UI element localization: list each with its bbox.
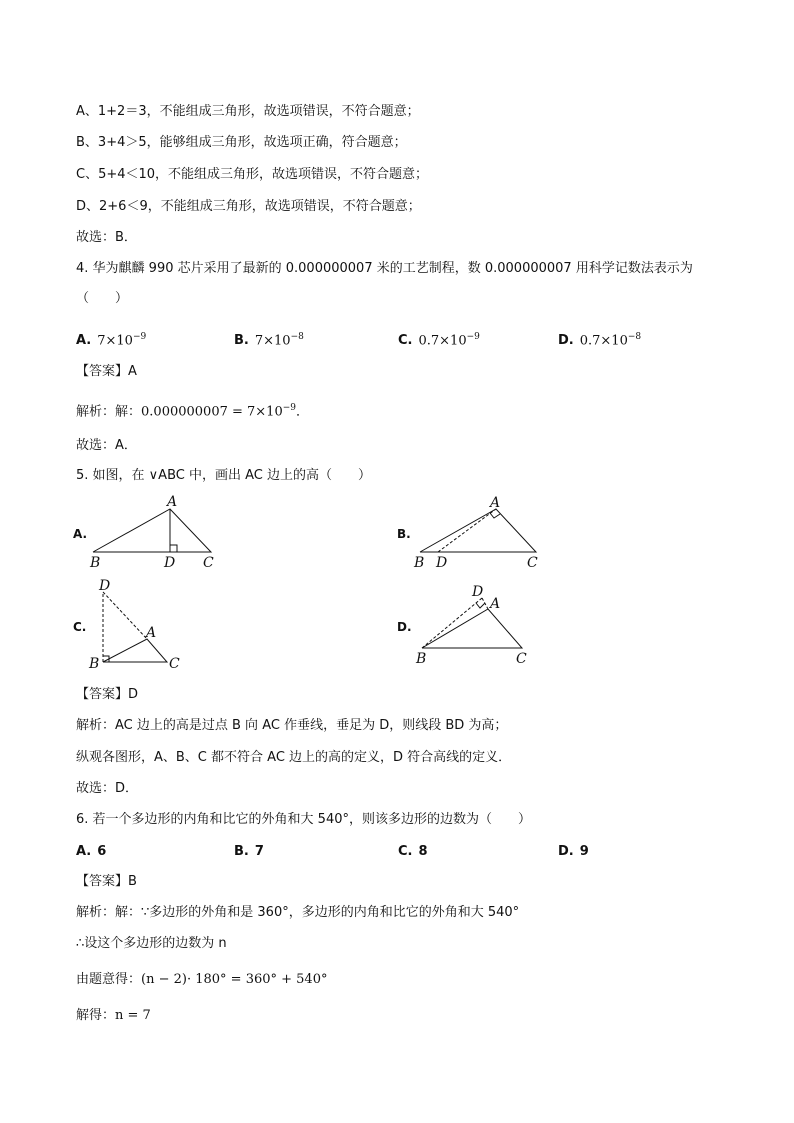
vertex-label-b: B xyxy=(416,651,427,667)
right-angle-mark xyxy=(490,513,500,518)
option-letter: D. xyxy=(558,333,574,349)
q3-explanation-a: A、1+2＝3，不能组成三角形，故选项错误，不符合题意； xyxy=(76,104,420,119)
right-angle-mark xyxy=(170,545,177,552)
q3-explanation-d: D、2+6＜9，不能组成三角形，故选项错误，不符合题意； xyxy=(76,199,421,214)
option-letter: C. xyxy=(398,333,413,349)
q6-explanation1: 解析：解：∵多边形的外角和是 360°，多边形的内角和比它的外角和大 540° xyxy=(76,905,520,920)
option-letter: B. xyxy=(234,333,249,349)
explanation-suffix: ． xyxy=(296,404,310,420)
explanation-prefix: 解得： xyxy=(76,1008,116,1023)
option-letter: A. xyxy=(76,844,92,859)
option-letter: D. xyxy=(558,844,574,859)
vertex-label-a: A xyxy=(167,494,178,510)
explanation-math: n = 7 xyxy=(115,1008,151,1023)
q4-explanation xyxy=(76,399,309,421)
option-value: 6 xyxy=(97,844,107,859)
q6-explanation2: ∴设这个多边形的边数为 n xyxy=(76,936,227,951)
option-value: 7 xyxy=(254,844,264,859)
option-exponent: −9 xyxy=(132,332,147,342)
q4-option-d[interactable] xyxy=(558,328,641,350)
triangle-abc xyxy=(93,509,211,552)
option-value: 0.7×10 xyxy=(418,333,467,349)
option-value: 9 xyxy=(579,844,589,859)
option-exponent: −8 xyxy=(627,332,642,342)
q5-stem: 5. 如图，在 ∨ABC 中，画出 AC 边上的高（ ） xyxy=(76,468,371,483)
vertex-label-d: D xyxy=(164,555,176,571)
q5-figure-c-letter: C. xyxy=(73,620,87,634)
q5-figure-a[interactable] xyxy=(85,492,225,572)
q4-option-a[interactable] xyxy=(76,328,146,350)
q4-stem-line2: （ ） xyxy=(76,291,129,306)
vertex-label-c: C xyxy=(169,656,180,672)
altitude-dashed xyxy=(438,509,496,552)
explanation-prefix: 由题意得： xyxy=(76,972,142,987)
q5-conclusion: 故选：D． xyxy=(76,781,139,796)
q5-figure-d[interactable] xyxy=(410,582,540,672)
vertex-label-d: D xyxy=(99,578,111,594)
option-value: 8 xyxy=(418,844,428,859)
option-value: 7×10 xyxy=(97,333,133,349)
option-value: 0.7×10 xyxy=(579,333,628,349)
q3-conclusion: 故选：B． xyxy=(76,230,137,245)
q6-explanation4 xyxy=(76,1007,151,1025)
q5-figure-b-letter: B. xyxy=(397,527,411,541)
q5-figure-b[interactable] xyxy=(410,492,550,572)
vertex-label-b: B xyxy=(90,555,101,571)
q3-explanation-b: B、3+4＞5，能够组成三角形，故选项正确，符合题意； xyxy=(76,135,407,150)
q3-explanation-c: C、5+4＜10，不能组成三角形，故选项错误，不符合题意； xyxy=(76,167,429,182)
triangle-abc xyxy=(422,609,522,648)
q5-figure-a-letter: A. xyxy=(73,527,88,541)
vertex-label-a: A xyxy=(490,495,501,511)
q5-figure-d-letter: D. xyxy=(397,620,412,634)
option-exponent: −8 xyxy=(290,332,304,342)
option-exponent: −9 xyxy=(466,332,480,342)
right-angle-mark xyxy=(476,603,485,608)
q6-answer: 【答案】B xyxy=(76,874,137,889)
triangle-abc xyxy=(103,639,167,662)
option-letter: B. xyxy=(234,844,249,859)
vertex-label-b: B xyxy=(414,555,425,571)
q4-option-c[interactable] xyxy=(398,328,480,350)
q4-stem-line1: 4. 华为麒麟 990 芯片采用了最新的 0.000000007 米的工艺制程，数 0.000000007 用科学记数法表示为 xyxy=(76,261,693,276)
vertex-label-c: C xyxy=(527,555,538,571)
vertex-label-a: A xyxy=(146,625,157,641)
option-value: 7×10 xyxy=(254,333,291,349)
explanation-exponent: −9 xyxy=(282,403,297,413)
option-letter: A. xyxy=(76,333,92,349)
q4-option-b[interactable] xyxy=(234,328,304,350)
explanation-prefix: 解析：解： xyxy=(76,404,142,420)
q6-option-a[interactable] xyxy=(76,843,106,861)
extended-side-dashed xyxy=(103,592,147,639)
vertex-label-a: A xyxy=(490,596,501,612)
explanation-math: 0.000000007 = 7×10 xyxy=(141,404,283,420)
q4-answer: 【答案】A xyxy=(76,364,137,379)
triangle-abc xyxy=(420,509,536,552)
q4-conclusion: 故选：A． xyxy=(76,438,137,453)
q6-option-b[interactable] xyxy=(234,843,264,861)
q6-option-d[interactable] xyxy=(558,843,589,861)
altitude-bd xyxy=(422,598,482,648)
q5-explanation2: 纵观各图形，A、B、C 都不符合 AC 边上的高的定义，D 符合高线的定义． xyxy=(76,750,512,765)
q6-option-c[interactable] xyxy=(398,843,428,861)
vertex-label-b: B xyxy=(89,656,100,672)
vertex-label-c: C xyxy=(203,555,214,571)
q6-explanation3 xyxy=(76,971,327,989)
q5-explanation1: 解析：AC 边上的高是过点 B 向 AC 作垂线，垂足为 D，则线段 BD 为高； xyxy=(76,718,508,733)
explanation-math: (n − 2)· 180° = 360° + 540° xyxy=(141,972,328,987)
option-letter: C. xyxy=(398,844,413,859)
vertex-label-d: D xyxy=(472,584,484,600)
q5-figure-c[interactable] xyxy=(85,576,195,676)
vertex-label-d: D xyxy=(436,555,448,571)
q5-answer: 【答案】D xyxy=(76,687,139,702)
q6-stem: 6. 若一个多边形的内角和比它的外角和大 540°，则该多边形的边数为（ ） xyxy=(76,812,531,827)
vertex-label-c: C xyxy=(516,651,527,667)
